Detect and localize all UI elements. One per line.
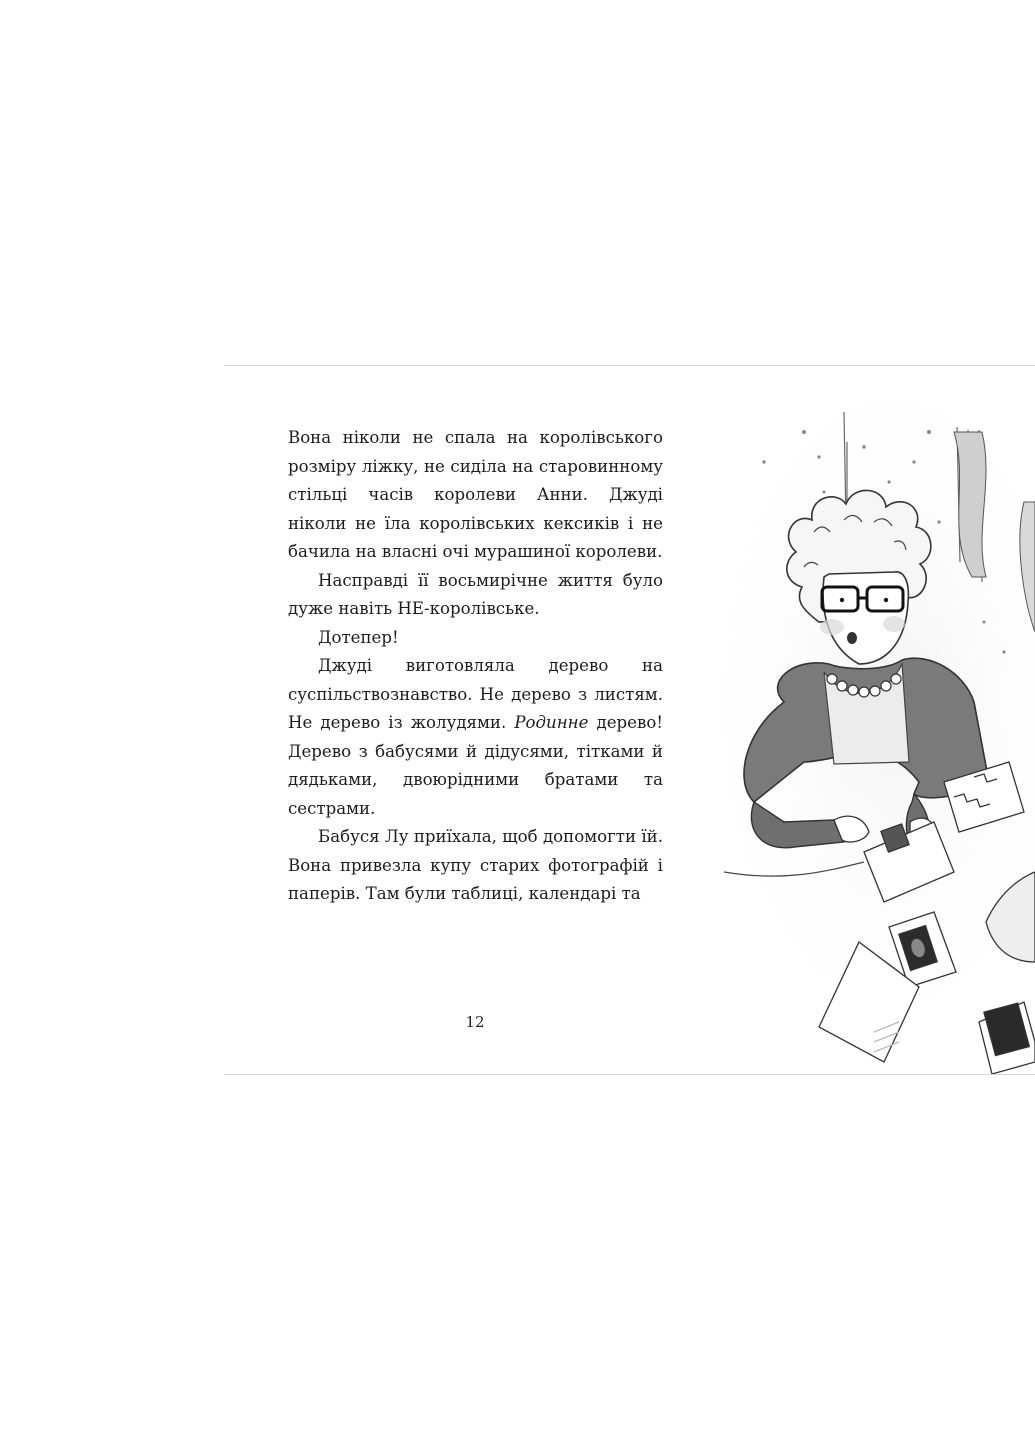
paragraph-5: Бабуся Лу приїхала, щоб допомогти їй. Вона привезла купу старих фотографій і паперів. Там були таблиці, календарі та bbox=[288, 827, 663, 903]
paragraph-1: Вона ніколи не спала на королівського розміру ліжку, не сиділа на старовинному стільці часів королеви Анни. Джуді ніколи не їла королівських кексиків і не бачила на власні очі мурашиної королеви. bbox=[288, 428, 663, 561]
page-number: 12 bbox=[465, 1013, 485, 1031]
paragraph-3: Дотепер! bbox=[318, 627, 399, 647]
grandma-with-glasses-sorting-photos-icon bbox=[724, 402, 1035, 1074]
book-page bbox=[224, 365, 1035, 1075]
paragraph-4 bbox=[288, 652, 663, 823]
paragraph-4-start: Джуді виготовляла дерево на суспільствознавство. Не дерево з листям. Не дерево із жолудями. bbox=[288, 656, 663, 732]
paragraph-2: Насправді її восьмирічне життя було дуже навіть НЕ-королівське. bbox=[288, 570, 663, 618]
paragraph-4-end: дерево! Дерево з бабусями й дідусями, тітками й дядьками, двоюрідними братами та сестрами. bbox=[288, 713, 663, 818]
page-text bbox=[288, 424, 663, 909]
paragraph-4-italic: Родинне bbox=[514, 713, 589, 732]
